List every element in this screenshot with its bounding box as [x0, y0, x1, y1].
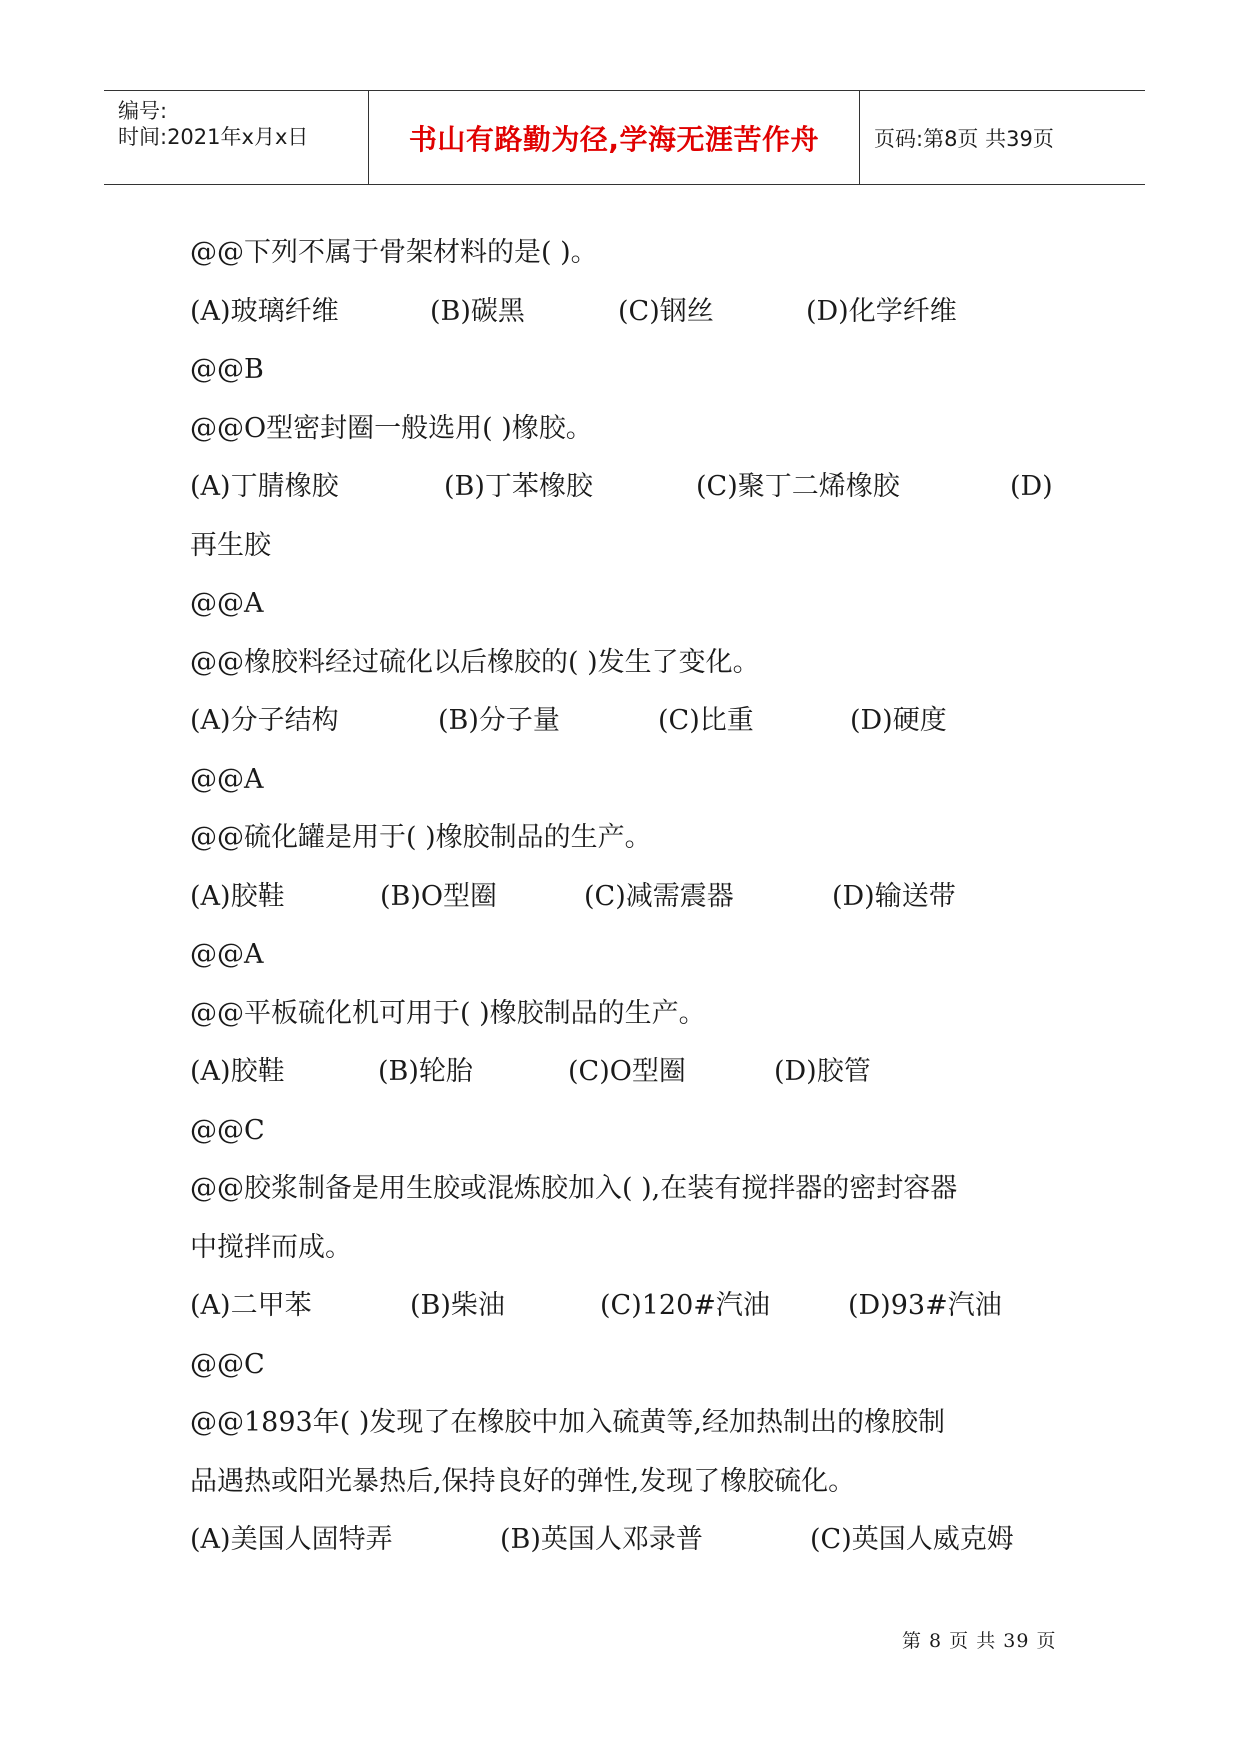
- header-motto: 书山有路勤为径,学海无涯苦作舟: [408, 122, 820, 156]
- option-a: (A)美国人固特弄: [190, 1524, 393, 1555]
- time-label: 时间:2021年x月x日: [118, 125, 309, 149]
- option-row: [190, 1511, 1070, 1570]
- question-stem: @@硫化罐是用于( )橡胶制品的生产。: [190, 822, 652, 853]
- option-a: (A)分子结构: [190, 705, 339, 736]
- header-motto-cell: [368, 91, 860, 184]
- option-row: [190, 458, 1070, 517]
- answer: @@A: [190, 939, 264, 970]
- answer: @@B: [190, 354, 264, 385]
- answer: @@C: [190, 1114, 265, 1146]
- option-b: (B)轮胎: [378, 1056, 473, 1087]
- option-row: [190, 283, 1070, 342]
- question-stem: @@胶浆制备是用生胶或混炼胶加入( ),在装有搅拌器的密封容器: [190, 1173, 958, 1204]
- header-page-info: 页码:第8页 共39页: [874, 126, 1054, 151]
- question-list: [190, 224, 1070, 1570]
- option-d: (D): [1010, 471, 1053, 502]
- option-a: (A)玻璃纤维: [190, 295, 339, 327]
- question-stem: @@1893年( )发现了在橡胶中加入硫黄等,经加热制出的橡胶制: [190, 1407, 945, 1438]
- option-c: (C)120#汽油: [600, 1290, 770, 1321]
- answer: @@A: [190, 763, 264, 795]
- header-right-cell: [860, 91, 1145, 184]
- question-stem: @@O型密封圈一般选用( )橡胶。: [190, 412, 593, 444]
- option-row: [190, 868, 1070, 927]
- option-b: (B)英国人邓录普: [500, 1524, 703, 1555]
- option-d: (D)化学纤维: [806, 295, 957, 327]
- option-a: (A)胶鞋: [190, 1056, 285, 1087]
- number-label: 编号:: [118, 99, 168, 123]
- question-stem: @@橡胶料经过硫化以后橡胶的( )发生了变化。: [190, 646, 760, 678]
- header-left-cell: [104, 91, 368, 184]
- option-a: (A)二甲苯: [190, 1290, 312, 1321]
- option-row: [190, 1043, 1070, 1102]
- option-b: (B)柴油: [410, 1290, 505, 1321]
- question-stem: @@下列不属于骨架材料的是( )。: [190, 237, 598, 268]
- option-c: (C)比重: [658, 705, 754, 736]
- option-d: (D)硬度: [850, 705, 947, 736]
- option-continuation: 再生胶: [190, 529, 271, 561]
- option-c: (C)聚丁二烯橡胶: [696, 471, 900, 502]
- question-stem-continuation: 中搅拌而成。: [190, 1231, 352, 1263]
- option-row: [190, 692, 1070, 751]
- option-b: (B)丁苯橡胶: [444, 471, 593, 502]
- option-b: (B)O型圈: [380, 880, 498, 912]
- answer: @@C: [190, 1348, 265, 1380]
- option-c: (C)O型圈: [568, 1056, 686, 1087]
- question-stem: @@平板硫化机可用于( )橡胶制品的生产。: [190, 997, 706, 1029]
- option-b: (B)碳黑: [430, 295, 525, 327]
- page-footer: 第 8 页 共 39 页: [902, 1630, 1057, 1652]
- option-c: (C)钢丝: [618, 295, 714, 327]
- option-c: (C)英国人威克姆: [810, 1524, 1014, 1555]
- option-d: (D)胶管: [774, 1056, 871, 1087]
- option-c: (C)减需震器: [584, 880, 734, 912]
- option-d: (D)93#汽油: [848, 1290, 1002, 1321]
- option-a: (A)丁腈橡胶: [190, 471, 339, 502]
- option-b: (B)分子量: [438, 705, 560, 736]
- question-stem-continuation: 品遇热或阳光暴热后,保持良好的弹性,发现了橡胶硫化。: [190, 1465, 856, 1497]
- option-row: [190, 1277, 1070, 1336]
- answer: @@A: [190, 588, 264, 619]
- option-d: (D)输送带: [832, 880, 956, 912]
- option-a: (A)胶鞋: [190, 880, 285, 912]
- document-header: [104, 90, 1145, 185]
